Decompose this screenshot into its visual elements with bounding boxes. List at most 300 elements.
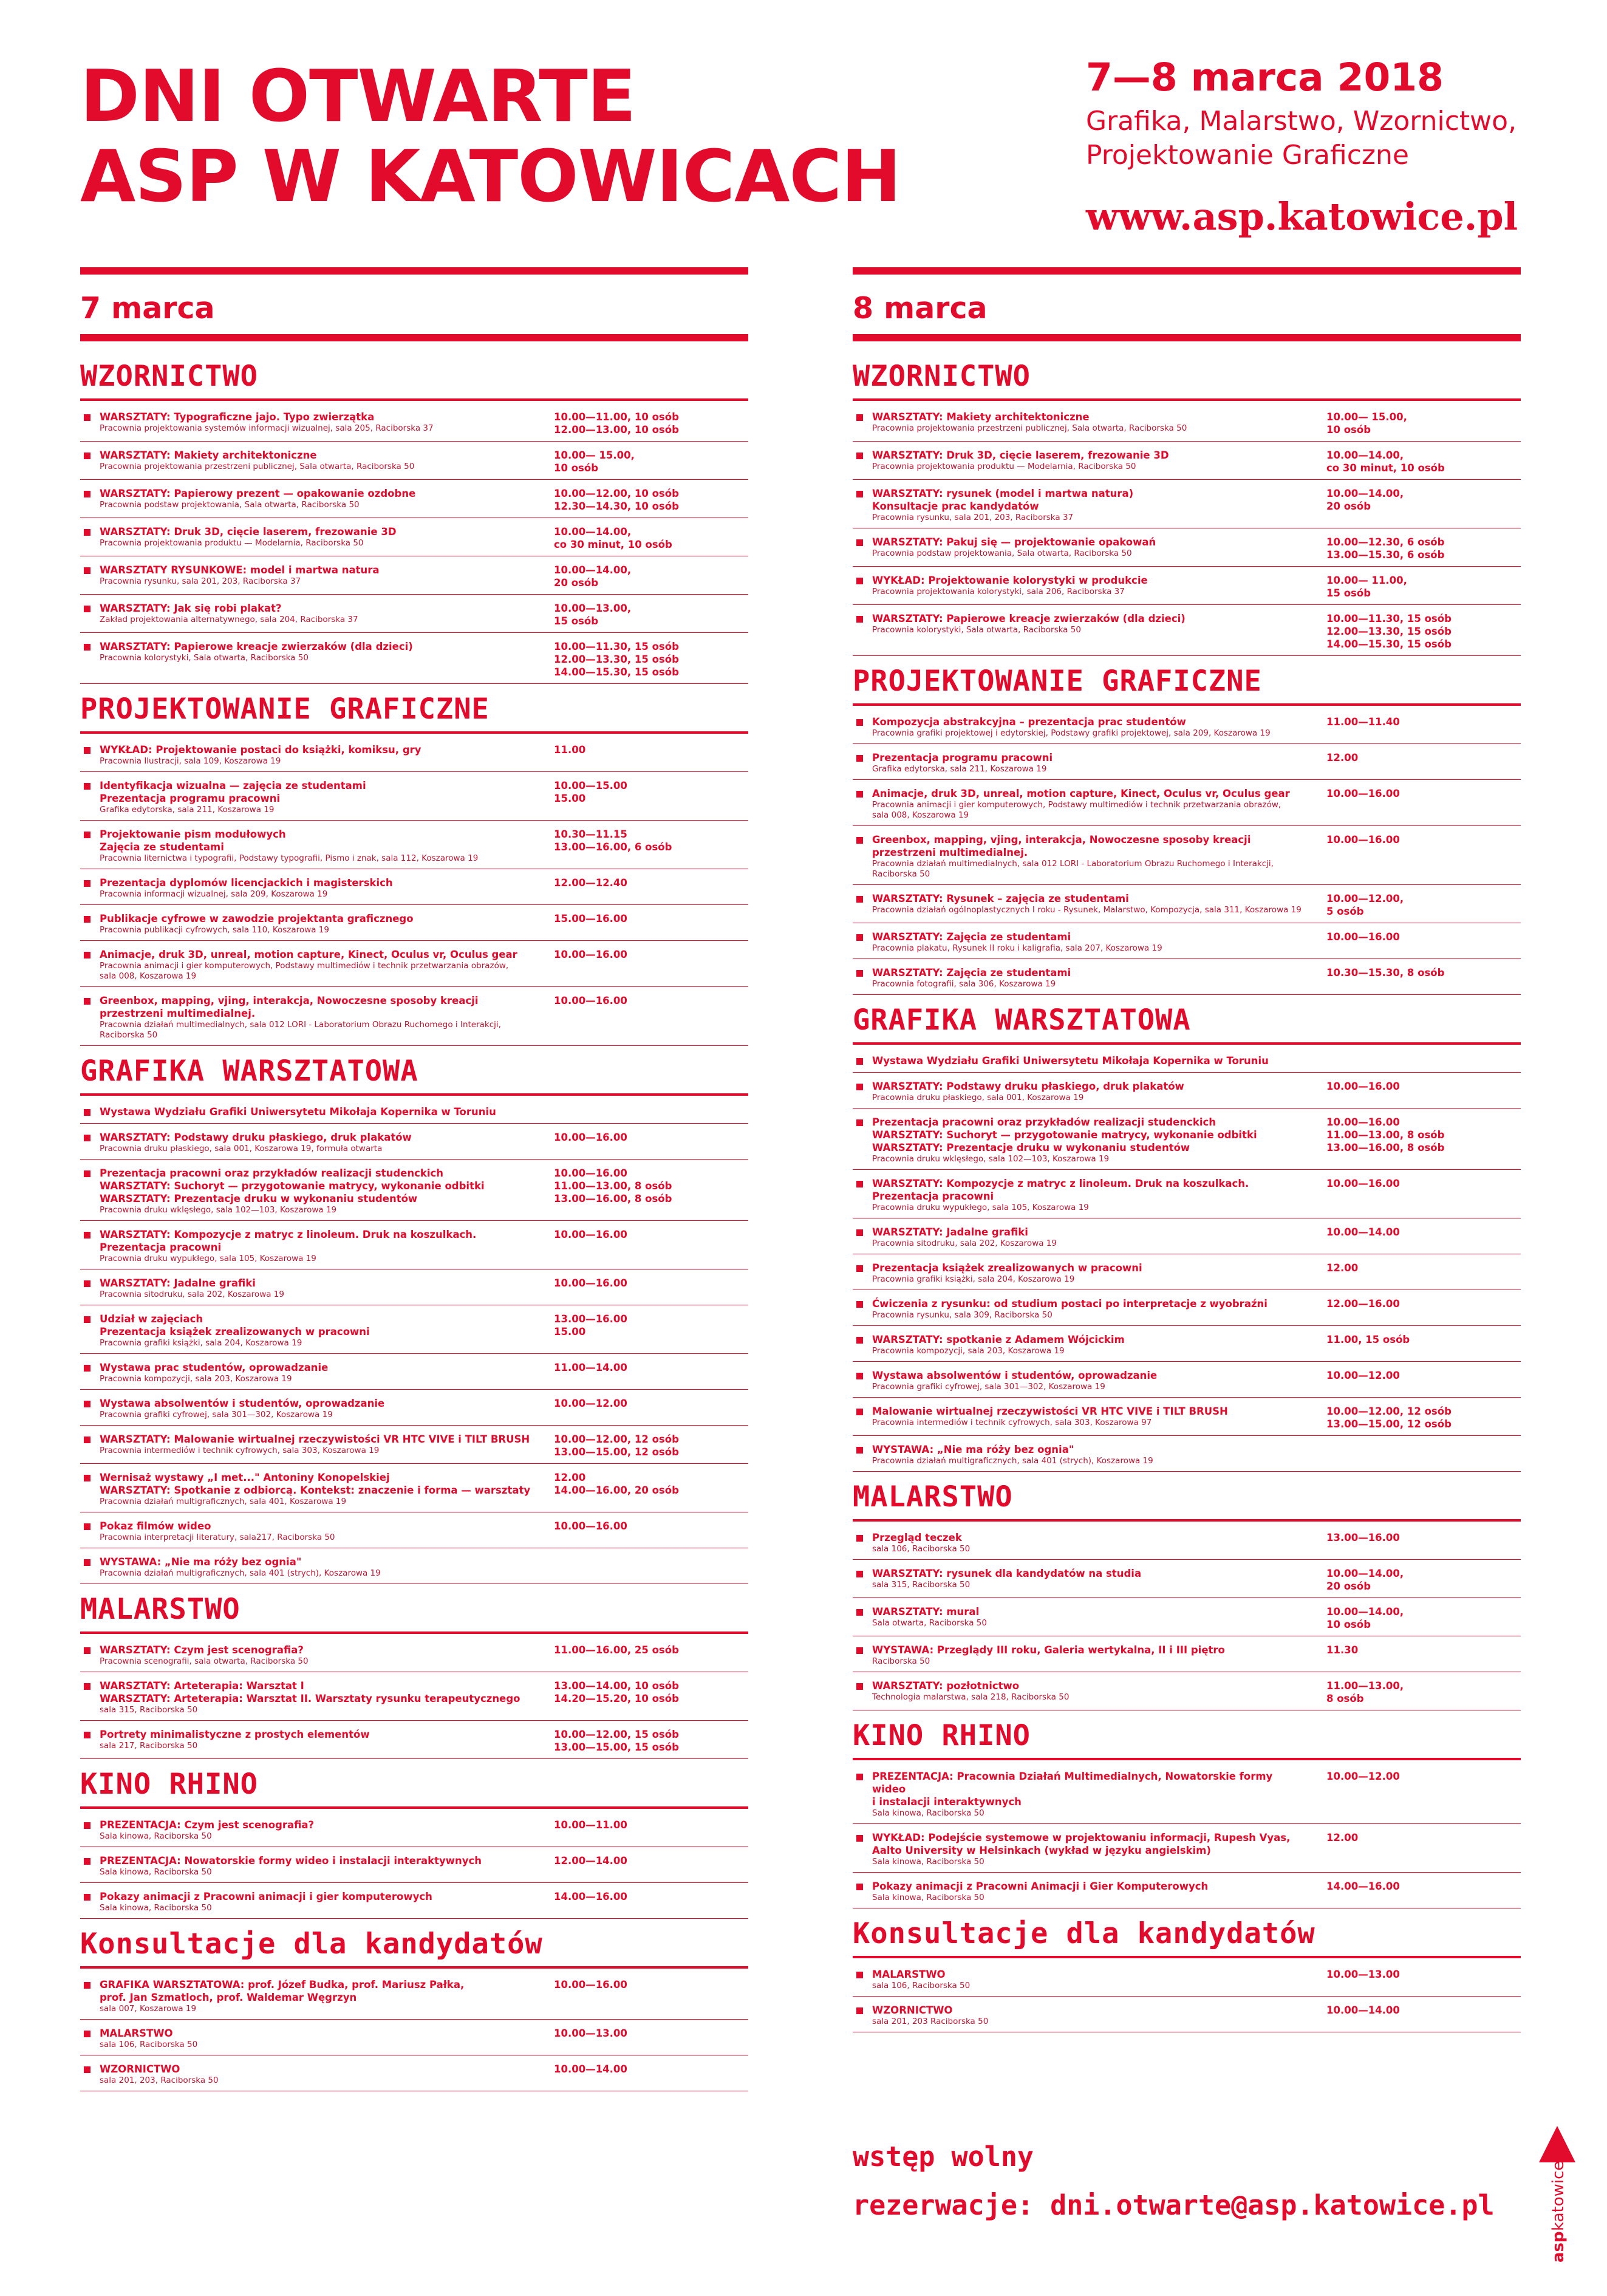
section-wzornictwo	[853, 358, 1521, 656]
event-title: Prezentacja programu pracowni	[872, 752, 1053, 764]
event-row	[80, 1890, 748, 1919]
event-title: WYSTAWA: „Nie ma róży bez ognia"	[100, 1556, 302, 1568]
event-location: Sala kinowa, Raciborska 50	[872, 1808, 984, 1818]
event-location: Pracownia druku wypukłego, sala 105, Koszarowa 19	[100, 1254, 316, 1263]
event-time: 10.00—11.30, 15 osób 12.00—13.30, 15 osób 14.00—15.30, 15 osób	[1326, 613, 1452, 650]
bullet-square-icon	[84, 644, 90, 651]
reservation-email[interactable]: rezerwacje: dni.otwarte@asp.katowice.pl	[853, 2189, 1495, 2221]
event-row	[853, 1443, 1521, 1472]
bullet-square-icon	[84, 1437, 90, 1443]
event-row	[80, 1105, 748, 1124]
bullet-square-icon	[856, 1265, 863, 1272]
event-time: 10.00—16.00	[554, 1132, 627, 1143]
event-time: 10.00—16.00	[1326, 931, 1400, 943]
event-title: GRAFIKA WARSZTATOWA: prof. Józef Budka, prof. Mariusz Pałka, prof. Jan Szmatloch, prof. Waldemar Węgrzyn	[100, 1979, 465, 2003]
event-details	[872, 1054, 1309, 1067]
event-time	[1326, 1054, 1460, 1067]
bullet-square-icon	[856, 1409, 863, 1415]
bullet-square-icon	[84, 1732, 90, 1738]
bullet-square-icon	[856, 1373, 863, 1379]
bullet-square-icon	[84, 1135, 90, 1141]
event-location: Pracownia animacji i gier komputerowych, Podstawy multimediów i technik przetwarzania obrazów, sala 008, Koszarowa 19	[872, 800, 1281, 820]
event-time: 10.00—15.00 15.00	[554, 780, 627, 804]
event-row	[80, 1433, 748, 1464]
event-time: 11.00	[554, 744, 586, 756]
disciplines-line2: Projektowanie Graficzne	[1086, 140, 1409, 171]
bullet-square-icon	[84, 2066, 90, 2073]
day-rule-bottom	[853, 334, 1521, 341]
bullet-square-icon	[84, 1401, 90, 1407]
section-title: GRAFIKA WARSZTATOWA	[853, 1002, 1521, 1045]
event-location: Pracownia rysunku, sala 201, 203, Raciborska 37	[872, 513, 1074, 522]
day-title: 8 marca	[853, 291, 988, 326]
event-row	[80, 1228, 748, 1269]
event-title: Ćwiczenia z rysunku: od studium postaci po interpretacje z wyobraźni	[872, 1298, 1268, 1310]
event-time: 11.00—13.00, 8 osób	[1326, 1680, 1404, 1704]
event-time: 14.00—16.00	[1326, 1881, 1400, 1892]
event-date: 7—8 marca 2018	[1086, 55, 1444, 100]
bullet-square-icon	[856, 1647, 863, 1654]
event-time: 13.00—14.00, 10 osób 14.20—15.20, 10 osób	[554, 1680, 679, 1704]
bullet-square-icon	[84, 1559, 90, 1566]
event-title: Udział w zajęciach Prezentacja książek zrealizowanych w pracowni	[100, 1313, 370, 1338]
event-title: WARSZTATY: Czym jest scenografia?	[100, 1644, 304, 1656]
event-time: 10.00—12.00, 12 osób 13.00—15.00, 12 osób	[1326, 1406, 1452, 1430]
section-projektowanie-graficzne	[853, 663, 1521, 995]
bullet-square-icon	[84, 2031, 90, 2037]
event-details	[872, 787, 1309, 821]
event-time: 10.00— 11.00, 15 osób	[1326, 575, 1407, 599]
section-grafika-warsztatowa	[80, 1053, 748, 1584]
disciplines	[1086, 104, 1596, 173]
bullet-square-icon	[856, 414, 863, 421]
event-time	[1326, 1443, 1460, 1466]
day-rule-top	[853, 267, 1521, 275]
event-location: sala 201, 203 Raciborska 50	[872, 2017, 989, 2026]
event-row	[853, 1262, 1521, 1290]
bullet-square-icon	[84, 1858, 90, 1865]
event-location: sala 217, Raciborska 50	[100, 1741, 198, 1751]
event-row	[80, 1854, 748, 1883]
event-title: MALARSTWO	[872, 1969, 946, 1980]
event-location: Pracownia kolorystyki, Sala otwarta, Raciborska 50	[872, 625, 1081, 635]
event-location: Pracownia projektowania systemów informacji wizualnej, sala 205, Raciborska 37	[100, 423, 434, 433]
event-title: Greenbox, mapping, vjing, interakcja, Nowoczesne sposoby kreacji przestrzeni multimedialnej.	[872, 834, 1251, 858]
event-row	[80, 1361, 748, 1390]
event-details	[100, 1433, 537, 1458]
event-row	[80, 602, 748, 633]
event-title: WARSZTATY: Druk 3D, cięcie laserem, frezowanie 3D	[100, 526, 397, 538]
event-title: WARSZTATY: spotkanie z Adamem Wójcickim	[872, 1334, 1125, 1345]
event-details	[100, 828, 537, 864]
event-title: PREZENTACJA: Nowatorskie formy wideo i instalacji interaktywnych	[100, 1855, 482, 1867]
event-location: Pracownia scenografii, sala otwarta, Raciborska 50	[100, 1656, 309, 1666]
event-row	[80, 1277, 748, 1305]
event-row	[80, 1644, 748, 1672]
event-details	[872, 1369, 1309, 1392]
event-row	[80, 1520, 748, 1548]
event-row	[80, 1397, 748, 1426]
event-details	[872, 1080, 1309, 1103]
event-location: Pracownia rysunku, sala 309, Raciborska 50	[872, 1310, 1053, 1320]
event-row	[80, 1819, 748, 1847]
poster-title-line2: ASP W KATOWICACH	[80, 134, 901, 218]
event-time	[554, 1556, 687, 1579]
event-location: Raciborska 50	[872, 1656, 930, 1666]
event-location: Pracownia publikacji cyfrowych, sala 110, Koszarowa 19	[100, 925, 329, 935]
event-title: WARSZTATY: rysunek dla kandydatów na studia	[872, 1568, 1142, 1579]
bullet-square-icon	[84, 998, 90, 1005]
event-title: Projektowanie pism modułowych Zajęcia ze studentami	[100, 829, 286, 853]
section-title: MALARSTWO	[853, 1479, 1521, 1522]
event-location: Pracownia Ilustracji, sala 109, Koszarowa 19	[100, 756, 281, 766]
event-title: WYKŁAD: Projektowanie postaci do książki, komiksu, gry	[100, 744, 421, 756]
event-row	[853, 449, 1521, 480]
event-time: 10.00—12.00, 15 osób 13.00—15.00, 15 osób	[554, 1729, 679, 1753]
event-time: 12.00	[1326, 1832, 1359, 1843]
section-wzornictwo	[80, 358, 748, 684]
bullet-square-icon	[856, 1972, 863, 1978]
bullet-square-icon	[856, 970, 863, 977]
event-row	[853, 1226, 1521, 1254]
event-location: Pracownia intermediów i technik cyfrowych, sala 303, Koszarowa 19	[100, 1446, 380, 1455]
event-title: WARSZTATY: Jadalne grafiki	[872, 1226, 1028, 1238]
bullet-square-icon	[84, 783, 90, 790]
event-info	[1086, 53, 1596, 239]
event-location: Pracownia projektowania przestrzeni publicznej, Sala otwarta, Raciborska 50	[872, 423, 1187, 433]
event-title: WARSZTATY: Typograficzne jajo. Typo zwierzątka	[100, 411, 375, 423]
bullet-square-icon	[856, 755, 863, 762]
event-time: 10.00—16.00 11.00—13.00, 8 osób 13.00—16.00, 8 osób	[1326, 1116, 1445, 1153]
event-location: Pracownia rysunku, sala 201, 203, Raciborska 37	[100, 576, 301, 586]
event-details	[100, 1644, 537, 1667]
bullet-square-icon	[856, 2007, 863, 2014]
event-location: sala 201, 203, Raciborska 50	[100, 2076, 219, 2085]
event-time: 10.00—16.00	[554, 949, 627, 960]
event-time: 15.00—16.00	[554, 913, 627, 924]
event-location: Pracownia kolorystyki, Sala otwarta, Raciborska 50	[100, 653, 309, 663]
event-row	[80, 1471, 748, 1512]
event-location: Pracownia druku wklęsłego, sala 102—103, Koszarowa 19	[100, 1205, 337, 1215]
event-location: Pracownia działań multigraficznych, sala 401, Koszarowa 19	[100, 1497, 347, 1506]
event-details	[100, 1679, 537, 1715]
event-details	[872, 892, 1309, 918]
event-title: WARSZTATY: Druk 3D, cięcie laserem, frezowanie 3D	[872, 449, 1169, 461]
event-title: Wystawa Wydziału Grafiki Uniwersytetu Mikołaja Kopernika w Toruniu	[872, 1055, 1269, 1067]
event-details	[872, 1226, 1309, 1249]
event-row	[853, 574, 1521, 605]
website-link[interactable]: www.asp.katowice.pl	[1086, 194, 1518, 239]
event-row	[80, 994, 748, 1046]
event-details	[872, 449, 1309, 474]
event-details	[872, 1567, 1309, 1593]
event-location: Pracownia projektowania przestrzeni publicznej, Sala otwarta, Raciborska 50	[100, 462, 415, 471]
bullet-square-icon	[84, 606, 90, 612]
event-location: Grafika edytorska, sala 211, Koszarowa 19	[100, 805, 275, 815]
bullet-square-icon	[856, 1535, 863, 1542]
event-location: Pracownia fotografii, sala 306, Koszarowa 19	[872, 979, 1056, 989]
event-row	[853, 1968, 1521, 1997]
event-row	[853, 966, 1521, 995]
event-details	[100, 411, 537, 436]
event-title: WARSZTATY: rysunek (model i martwa natura) Konsultacje prac kandydatów	[872, 488, 1134, 512]
event-title: Animacje, druk 3D, unreal, motion capture, Kinect, Oculus vr, Oculus gear	[872, 788, 1290, 799]
event-title: WARSZTATY: Rysunek – zajęcia ze studentami	[872, 893, 1129, 904]
event-details	[872, 716, 1309, 739]
event-row	[80, 1679, 748, 1721]
event-details	[872, 966, 1309, 989]
event-location: Pracownia grafiki książki, sala 204, Koszarowa 19	[872, 1274, 1075, 1284]
event-row	[80, 1131, 748, 1160]
event-details	[872, 574, 1309, 600]
event-title: WARSZTATY: Pakuj się — projektowanie opakowań	[872, 536, 1156, 548]
event-time: 10.00—14.00, 20 osób	[1326, 1568, 1404, 1592]
event-location: Pracownia projektowania produktu — Modelarnia, Raciborska 50	[872, 462, 1136, 471]
bullet-square-icon	[856, 1774, 863, 1780]
event-title: Wystawa prac studentów, oprowadzanie	[100, 1362, 329, 1373]
bullet-square-icon	[856, 1181, 863, 1187]
section-projektowanie-graficzne	[80, 691, 748, 1046]
bullet-square-icon	[856, 1084, 863, 1090]
section-title: Konsultacje dla kandydatów	[853, 1916, 1521, 1958]
event-title: WYSTAWA: Przeglądy III roku, Galeria wertykalna, II i III piętro	[872, 1644, 1225, 1656]
event-location: Pracownia interpretacji literatury, sala217, Raciborska 50	[100, 1532, 335, 1542]
event-time: 10.00—14.00, co 30 minut, 10 osób	[554, 526, 672, 550]
event-location: Technologia malarstwa, sala 218, Raciborska 50	[872, 1692, 1070, 1702]
event-title: Prezentacja dyplomów licencjackich i magisterskich	[100, 877, 393, 889]
event-row	[853, 1531, 1521, 1560]
event-title: Prezentacja pracowni oraz przykładów realizacji studenckich WARSZTATY: Suchoryt — przygotowanie matrycy, wykonanie odbitki WARSZTATY: Prezentacje druku w wykonaniu studentów	[872, 1116, 1257, 1153]
event-location: Pracownia sitodruku, sala 202, Koszarowa 19	[100, 1290, 284, 1299]
event-time: 10.00—16.00	[554, 1520, 627, 1532]
event-row	[853, 1080, 1521, 1109]
event-details	[872, 1770, 1309, 1819]
event-details	[100, 640, 537, 678]
section-title: MALARSTWO	[80, 1591, 748, 1634]
event-time: 10.00—16.00	[554, 1277, 627, 1289]
event-row	[80, 948, 748, 987]
bullet-square-icon	[84, 567, 90, 574]
event-row	[853, 487, 1521, 528]
event-details	[100, 525, 537, 551]
event-details	[872, 612, 1309, 651]
event-title: Pokazy animacji z Pracowni animacji i gier komputerowych	[100, 1891, 432, 1902]
event-location: Pracownia grafiki projektowej i edytorskiej, Podstawy grafiki projektowej, sala 209, Koszarowa 19	[872, 728, 1271, 738]
event-details	[100, 994, 537, 1040]
event-row	[80, 1728, 748, 1759]
bullet-square-icon	[84, 880, 90, 887]
event-title: WYSTAWA: „Nie ma róży bez ognia"	[872, 1444, 1074, 1455]
event-details	[100, 1313, 537, 1348]
bullet-square-icon	[856, 1609, 863, 1616]
event-title: Malowanie wirtualnej rzeczywistości VR HTC VIVE i TILT BRUSH	[872, 1406, 1228, 1417]
event-title: Publikacje cyfrowe w zawodzie projektanta graficznego	[100, 913, 414, 924]
event-time: 10.00—12.00, 12 osób 13.00—15.00, 12 osób	[554, 1433, 679, 1458]
event-row	[853, 1679, 1521, 1710]
event-time	[554, 1105, 687, 1118]
section-malarstwo	[80, 1591, 748, 1759]
event-time: 12.00—16.00	[1326, 1298, 1400, 1310]
event-title: WARSZTATY: Papierowe kreacje zwierzaków (dla dzieci)	[100, 641, 413, 652]
event-title: WARSZTATY: Jadalne grafiki	[100, 1277, 256, 1289]
bullet-square-icon	[84, 1822, 90, 1829]
event-location: sala 007, Koszarowa 19	[100, 2004, 197, 2014]
bullet-square-icon	[856, 1229, 863, 1236]
event-title: Wystawa absolwentów i studentów, oprowadzanie	[100, 1398, 385, 1409]
event-row	[80, 828, 748, 869]
bullet-square-icon	[84, 832, 90, 838]
event-location: Pracownia druku płaskiego, sala 001, Koszarowa 19, formuła otwarta	[100, 1144, 383, 1153]
event-location: Pracownia działań multimedialnych, sala 012 LORI - Laboratorium Obrazu Ruchomego i Interakcji, Raciborska 50	[872, 859, 1274, 879]
event-title: PREZENTACJA: Czym jest scenografia?	[100, 1819, 315, 1831]
event-title: Animacje, druk 3D, unreal, motion capture, Kinect, Oculus vr, Oculus gear	[100, 949, 517, 960]
event-row	[80, 2063, 748, 2091]
event-title: WYKŁAD: Podejście systemowe w projektowaniu informacji, Rupesh Vyas, Aalto University w Helsinkach (wykład w języku angielskim)	[872, 1832, 1291, 1856]
event-row	[80, 2027, 748, 2055]
event-time: 10.00—14.00, 20 osób	[554, 564, 632, 589]
event-location: Sala kinowa, Raciborska 50	[100, 1903, 212, 1913]
event-details	[872, 1679, 1309, 1705]
day-rule-top	[80, 267, 748, 275]
event-row	[80, 1167, 748, 1221]
event-location: Sala kinowa, Raciborska 50	[872, 1857, 984, 1867]
event-location: Pracownia liternictwa i typografii, Podstawy typografii, Pismo i znak, sala 112, Koszarowa 19	[100, 853, 479, 863]
event-details	[100, 1471, 537, 1507]
event-row	[80, 640, 748, 684]
bullet-square-icon	[856, 491, 863, 497]
event-location: Pracownia grafiki cyfrowej, sala 301—302, Koszarowa 19	[100, 1410, 333, 1420]
event-details	[100, 1854, 537, 1877]
event-time: 10.30—11.15 13.00—16.00, 6 osób	[554, 829, 672, 853]
event-title: Przegląd teczek	[872, 1532, 962, 1543]
event-time: 10.00—16.00	[554, 995, 627, 1006]
event-details	[100, 449, 537, 474]
event-title: WARSZTATY: Makiety architektoniczne	[872, 411, 1090, 423]
event-location: Pracownia druku płaskiego, sala 001, Koszarowa 19	[872, 1093, 1084, 1102]
event-title: WARSZTATY: mural	[872, 1606, 980, 1618]
bullet-square-icon	[84, 1232, 90, 1239]
event-location: Pracownia kompozycji, sala 203, Koszarowa 19	[872, 1346, 1065, 1356]
bullet-square-icon	[84, 1894, 90, 1901]
event-title: Kompozycja abstrakcyjna – prezentacja prac studentów	[872, 716, 1186, 728]
bullet-square-icon	[856, 896, 863, 903]
event-title: WARSZTATY: Zajęcia ze studentami	[872, 931, 1071, 943]
event-row	[80, 876, 748, 905]
event-time: 10.00—12.00	[1326, 1370, 1400, 1381]
event-location: sala 106, Raciborska 50	[872, 1544, 971, 1554]
event-details	[872, 1644, 1309, 1667]
event-time: 11.00, 15 osób	[1326, 1334, 1410, 1345]
bullet-square-icon	[84, 1982, 90, 1989]
event-location: sala 106, Raciborska 50	[872, 1981, 971, 1990]
event-row	[80, 1978, 748, 2020]
event-time: 10.00—12.30, 6 osób 13.00—15.30, 6 osób	[1326, 536, 1445, 561]
event-location: Pracownia projektowania kolorystyki, sala 206, Raciborska 37	[872, 587, 1125, 596]
logo-mark	[1535, 2126, 1578, 2266]
event-location: Sala kinowa, Raciborska 50	[872, 1893, 984, 1902]
event-title: WZORNICTWO	[872, 2004, 953, 2016]
event-time: 10.00—16.00 11.00—13.00, 8 osób 13.00—16.00, 8 osób	[554, 1167, 672, 1204]
bullet-square-icon	[856, 616, 863, 623]
section-title: WZORNICTWO	[853, 358, 1521, 401]
event-row	[80, 564, 748, 595]
footer	[853, 2138, 1495, 2224]
event-title: Identyfikacja wizualna — zajęcia ze studentami Prezentacja programu pracowni	[100, 780, 366, 804]
bullet-square-icon	[84, 1280, 90, 1287]
event-location: Pracownia działań multimedialnych, sala 012 LORI - Laboratorium Obrazu Ruchomego i Interakcji, Raciborska 50	[100, 1020, 501, 1040]
event-location: sala 106, Raciborska 50	[100, 2040, 198, 2049]
bullet-square-icon	[856, 453, 863, 459]
bullet-square-icon	[84, 1365, 90, 1372]
event-time: 12.00	[1326, 1262, 1359, 1274]
bullet-square-icon	[856, 1683, 863, 1690]
event-title: Pokazy animacji z Pracowni Animacji i Gier Komputerowych	[872, 1881, 1209, 1892]
event-title: WARSZTATY: Jak się robi plakat?	[100, 603, 282, 614]
event-details	[872, 931, 1309, 954]
event-location: Pracownia grafiki książki, sala 204, Koszarowa 19	[100, 1338, 302, 1348]
event-title: WARSZTATY: Kompozycje z matryc z linoleum. Druk na koszulkach. Prezentacja pracowni	[100, 1229, 477, 1253]
event-row	[80, 449, 748, 480]
event-row	[80, 1556, 748, 1584]
event-time: 10.00—16.00	[554, 1979, 627, 1990]
event-details	[100, 602, 537, 627]
event-title: Greenbox, mapping, vjing, interakcja, Nowoczesne sposoby kreacji przestrzeni multimedialnej.	[100, 995, 479, 1019]
bullet-square-icon	[84, 1475, 90, 1481]
event-title: Portrety minimalistyczne z prostych elementów	[100, 1729, 370, 1740]
event-row	[853, 1405, 1521, 1436]
event-title: WARSZTATY: pozłotnictwo	[872, 1680, 1020, 1692]
event-location: Pracownia działań multigraficznych, sala 401 (strych), Koszarowa 19	[100, 1568, 381, 1578]
event-title: Wystawa absolwentów i studentów, oprowadzanie	[872, 1370, 1158, 1381]
event-time: 10.00—12.00, 10 osób 12.30—14.30, 10 osób	[554, 488, 679, 512]
poster-title-line1: DNI OTWARTE	[80, 54, 636, 138]
event-location: Pracownia działań multigraficznych, sala 401 (strych), Koszarowa 19	[872, 1456, 1153, 1466]
event-location: Sala kinowa, Raciborska 50	[100, 1867, 212, 1877]
bullet-square-icon	[84, 747, 90, 754]
event-details	[872, 1405, 1309, 1430]
event-details	[872, 1297, 1309, 1321]
event-location: Grafika edytorska, sala 211, Koszarowa 19	[872, 764, 1047, 774]
event-time: 10.00— 15.00, 10 osób	[554, 449, 635, 474]
event-details	[872, 1333, 1309, 1356]
event-title: WARSZTATY: Zajęcia ze studentami	[872, 967, 1071, 979]
event-details	[100, 1890, 537, 1913]
event-location: Zakład projektowania alternatywnego, sala 204, Raciborska 37	[100, 615, 358, 624]
event-time: 10.00—14.00	[1326, 1226, 1400, 1238]
event-time: 10.00—12.00	[1326, 1771, 1400, 1782]
event-row	[853, 411, 1521, 442]
section-title: Konsultacje dla kandydatów	[80, 1926, 748, 1969]
event-details	[100, 876, 537, 900]
event-details	[100, 743, 537, 767]
event-time: 10.00—11.00	[554, 1819, 627, 1831]
event-time: 10.00—14.00, 10 osób	[1326, 1606, 1404, 1630]
event-row	[853, 1644, 1521, 1672]
bullet-square-icon	[856, 1119, 863, 1126]
event-title: WARSZTATY: Podstawy druku płaskiego, druk plakatów	[872, 1081, 1184, 1092]
event-details	[100, 1978, 537, 2014]
event-time: 10.00—12.00, 5 osób	[1326, 893, 1404, 917]
event-details	[872, 833, 1309, 880]
event-row	[853, 2004, 1521, 2032]
bullet-square-icon	[856, 791, 863, 798]
event-location: Pracownia druku wklęsłego, sala 102—103, Koszarowa 19	[872, 1154, 1110, 1164]
event-details	[872, 411, 1309, 436]
event-time: 13.00—16.00 15.00	[554, 1313, 627, 1338]
bullet-square-icon	[84, 1109, 90, 1116]
event-details	[872, 1605, 1309, 1631]
event-location: sala 315, Raciborska 50	[100, 1705, 198, 1715]
